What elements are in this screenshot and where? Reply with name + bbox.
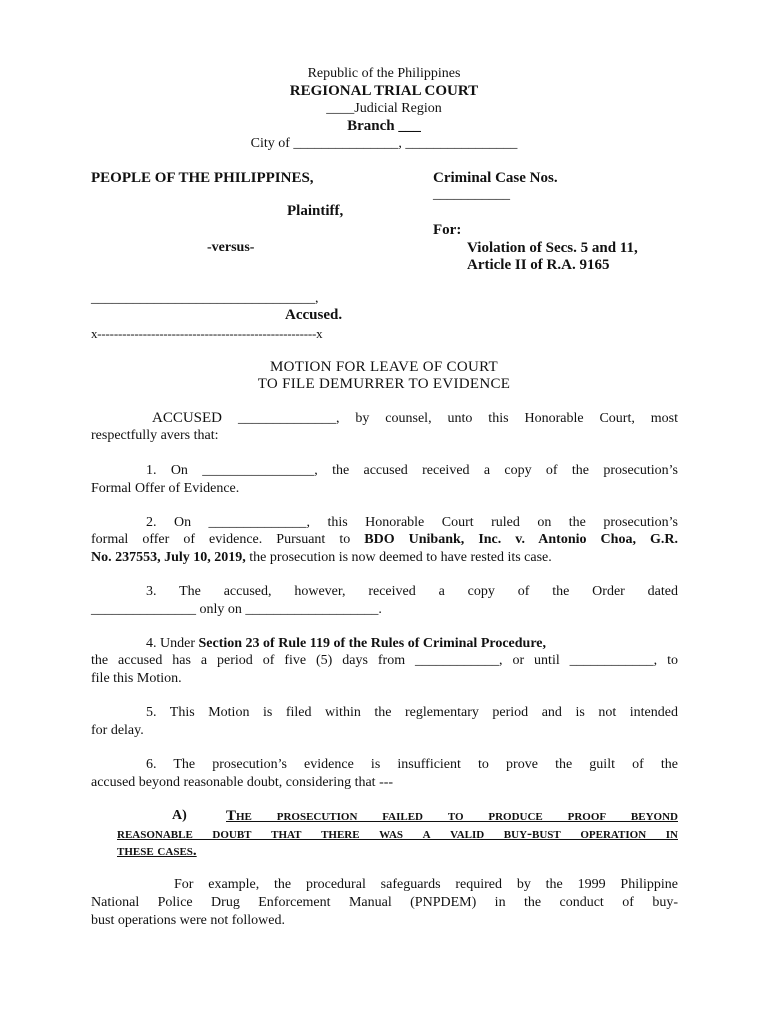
branch-line: Branch ___ (347, 118, 421, 134)
judicial-region-line: ____Judicial Region (326, 101, 442, 116)
para-1-line-2: Formal Offer of Evidence. (91, 481, 240, 496)
city-line: City of _______________, ________________ (250, 136, 518, 151)
para-2-line-3-plain: the prosecution is now deemed to have rested its case. (245, 550, 552, 565)
accused-role: Accused. (285, 307, 343, 323)
intro-line-1-rest: ______________, by counsel, unto this Honorable Court, most (237, 411, 679, 426)
intro-line-1 (152, 410, 678, 427)
para-5-line-2: for delay. (91, 723, 144, 738)
para-3-line-2: _______________ only on ___________________. (91, 602, 382, 617)
violation-line-2: Article II of R.A. 9165 (467, 257, 610, 273)
accused-name-blank: ________________________________, (91, 291, 319, 306)
para-4-line-2: the accused has a period of five (5) days from ____________, or until ____________, to (91, 653, 678, 668)
caption-separator: x-----------------------------------------------------x (91, 326, 323, 341)
accused-word: ACCUSED (152, 410, 223, 426)
court-name: REGIONAL TRIAL COURT (289, 83, 479, 99)
plaintiff-name: PEOPLE OF THE PHILIPPINES, (91, 170, 314, 186)
case-number-blank: ___________ (433, 187, 510, 202)
para-4-line-3: file this Motion. (91, 671, 182, 686)
republic-line: Republic of the Philippines (307, 66, 461, 81)
para-2-line-1: 2. On ______________, this Honorable Court ruled on the prosecution’s (146, 515, 678, 530)
case-number-label: Criminal Case Nos. (433, 170, 558, 186)
para-3-line-1: 3. The accused, however, received a copy of the Order dated (146, 584, 678, 599)
case-citation-part-2: No. 237553, July 10, 2019, (91, 550, 246, 565)
para-5-line-1: 5. This Motion is filed within the reglementary period and is not intended (146, 705, 678, 720)
example-line-1: For example, the procedural safeguards required by the 1999 Philippine (174, 877, 678, 892)
motion-title-line-2: TO FILE DEMURRER TO EVIDENCE (257, 376, 511, 392)
example-line-3: bust operations were not followed. (91, 913, 286, 928)
para-2-line-2-plain: formal offer of evidence. Pursuant to (91, 532, 365, 547)
para-2-line-2 (91, 532, 678, 548)
section-a-letter: A) (172, 808, 187, 823)
case-citation-part-1: BDO Unibank, Inc. v. Antonio Choa, G.R. (364, 532, 678, 547)
for-label: For: (433, 222, 462, 238)
intro-line-2: respectfully avers that: (91, 428, 219, 443)
para-4-line-1 (146, 636, 546, 652)
versus-label: -versus- (207, 240, 255, 255)
violation-line-1: Violation of Secs. 5 and 11, (467, 240, 638, 256)
section-a-heading-line-3: these cases. (117, 843, 197, 859)
para-1-line-1: 1. On ________________, the accused received a copy of the prosecution’s (146, 463, 678, 478)
motion-title-line-1: MOTION FOR LEAVE OF COURT (269, 359, 498, 375)
example-line-2: National Police Drug Enforcement Manual (PNPDEM) in the conduct of buy- (91, 895, 678, 910)
section-a-heading-line-2: reasonable doubt that there was a valid buy-bust operation in (117, 826, 678, 842)
para-6-line-1: 6. The prosecution’s evidence is insufficient to prove the guilt of the (146, 757, 678, 772)
section-a-heading-line-1: The prosecution failed to produce proof beyond (226, 808, 678, 824)
para-2-line-3 (91, 550, 552, 566)
rule-citation: Section 23 of Rule 119 of the Rules of Criminal Procedure, (198, 636, 547, 651)
para-6-line-2: accused beyond reasonable doubt, considering that --- (91, 775, 394, 790)
plaintiff-role: Plaintiff, (287, 203, 344, 219)
para-4-line-1-plain: 4. Under (146, 636, 199, 651)
